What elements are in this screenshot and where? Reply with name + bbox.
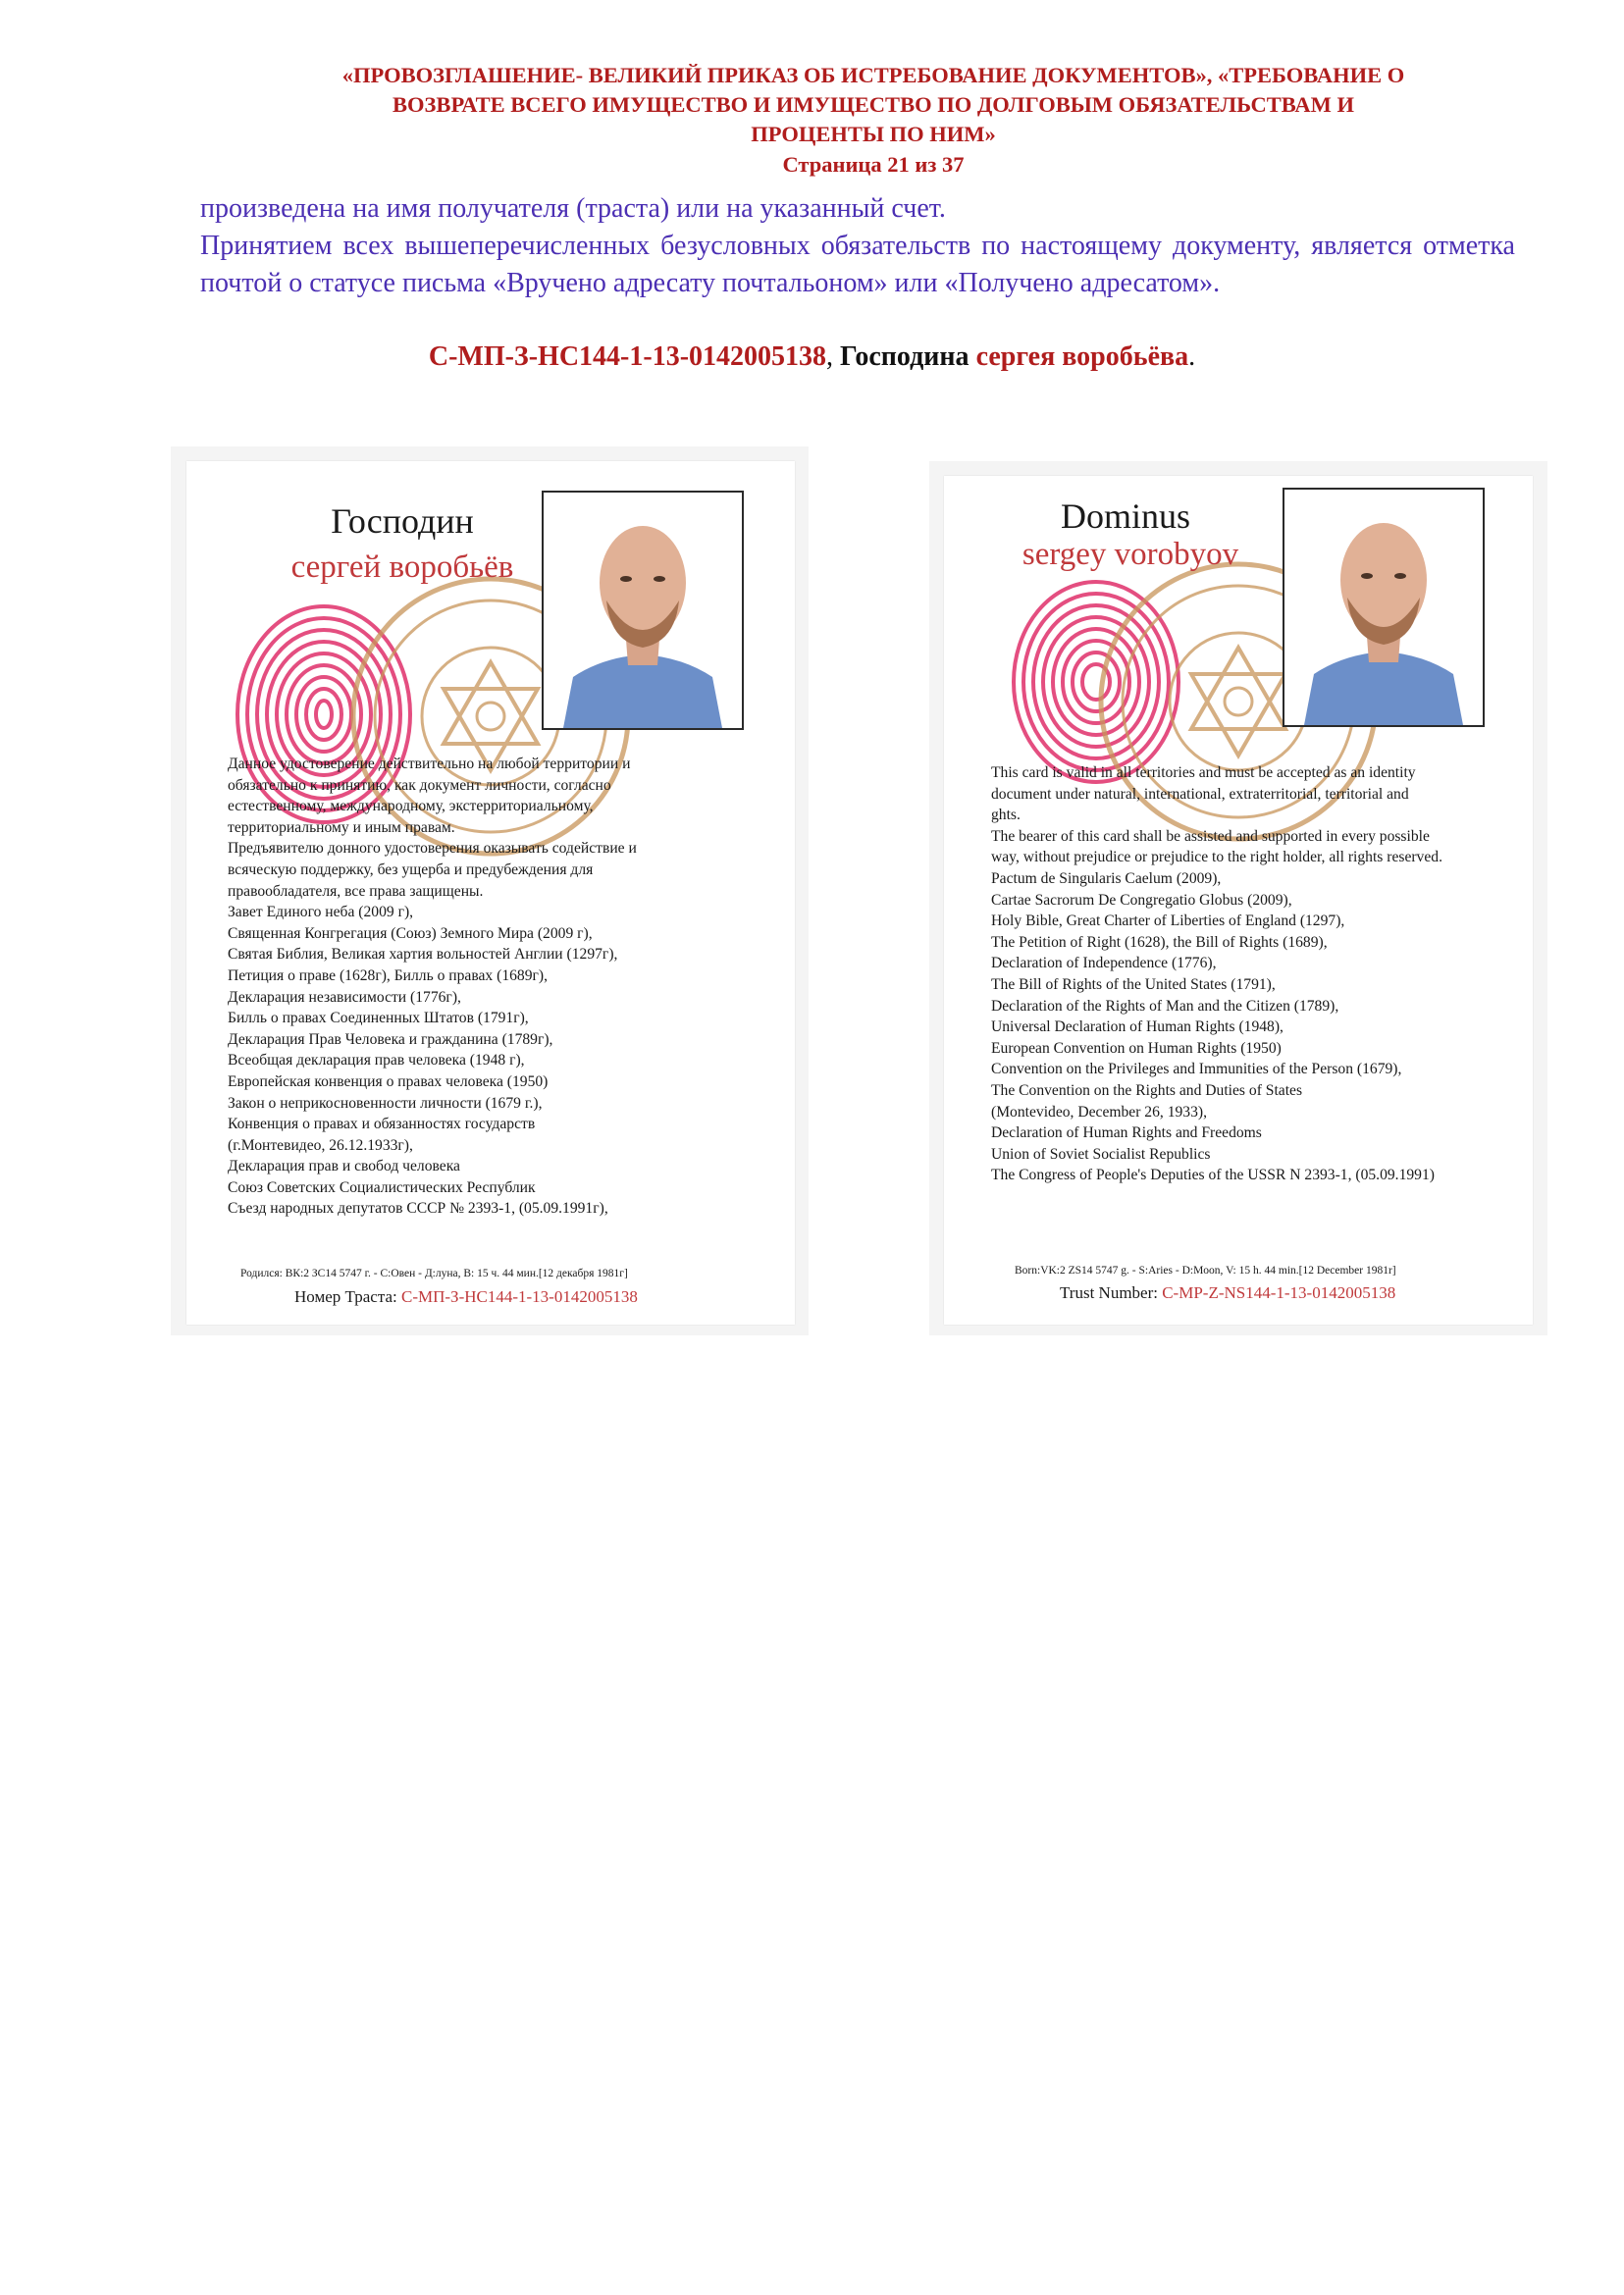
card-en-line: The Congress of People's Deputies of the USSR N 2393-1, (05.09.1991) <box>991 1167 1435 1184</box>
card-en-line: The Petition of Right (1628), the Bill of Rights (1689), <box>991 933 1328 951</box>
header-line-2: ВОЗВРАТЕ ВСЕГО ИМУЩЕСТВО И ИМУЩЕСТВО ПО ДОЛГОВЫМ ОБЯЗАТЕЛЬСТВАМ И <box>393 92 1354 117</box>
card-ru-line: Всеобщая декларация прав человека (1948 г), <box>228 1052 525 1069</box>
card-en-line: European Convention on Human Rights (1950) <box>991 1039 1282 1057</box>
card-ru-name: сергей воробьёв <box>290 549 514 585</box>
card-en-name: sergey vorobyov <box>1022 537 1239 572</box>
card-en-line: (Montevideo, December 26, 1933), <box>991 1103 1207 1121</box>
card-ru-line: Союз Советских Социалистических Республик <box>228 1178 536 1196</box>
signature-trust-number: С-МП-З-НС144-1-13-0142005138 <box>428 341 827 372</box>
body-paragraph-2: Принятием всех вышеперечисленных безусловных обязательств по настоящему документу, является отметка почтой о статусе письма «Вручено адресату почтальоном» или «Получено адресатом». <box>200 231 1515 298</box>
card-ru-photo <box>542 491 744 730</box>
card-ru-born: Родился: ВК:2 ЗС14 5747 г. - С:Овен - Д:луна, В: 15 ч. 44 мин.[12 декабря 1981г] <box>240 1268 628 1279</box>
card-en-text <box>991 762 1526 1186</box>
card-ru-line: территориальному и иным правам. <box>228 818 455 836</box>
card-ru-trust-label: Номер Траста: <box>294 1287 397 1306</box>
card-ru-line: Конвенция о правах и обязанностях государств <box>228 1116 536 1133</box>
person-photo-icon <box>1284 490 1483 725</box>
card-ru-line: Съезд народных депутатов СССР № 2393-1, (05.09.1991г), <box>228 1200 608 1218</box>
card-en-born: Born:VK:2 ZS14 5747 g. - S:Aries - D:Moon, V: 15 h. 44 min.[12 December 1981r] <box>1015 1265 1396 1277</box>
card-en-line: The bearer of this card shall be assisted and supported in every possible <box>991 827 1430 845</box>
signature-name: сергея воробьёва <box>975 341 1189 372</box>
card-en-trust-number: C-MP-Z-NS144-1-13-0142005138 <box>1162 1283 1396 1302</box>
card-ru-line: естественному, международному, экстерриториальному, <box>228 798 594 815</box>
signature-line <box>0 339 1624 376</box>
card-en-line: Cartae Sacrorum De Congregatio Globus (2009), <box>991 891 1292 909</box>
card-en-line: document under natural, international, extraterritorial, territorial and <box>991 785 1409 803</box>
card-ru-title: Господин <box>331 501 474 541</box>
card-ru-line: Закон о неприкосновенности личности (1679 г.), <box>228 1094 543 1112</box>
card-ru-line: всяческую поддержку, без ущерба и предубеждения для <box>228 861 594 878</box>
card-en-line: Pactum de Singularis Caelum (2009), <box>991 869 1222 887</box>
card-ru-line: Святая Библия, Великая хартия вольностей Англии (1297г), <box>228 946 618 964</box>
card-en-line: Declaration of the Rights of Man and the Citizen (1789), <box>991 997 1339 1015</box>
card-en-line: Convention on the Privileges and Immunities of the Person (1679), <box>991 1061 1402 1078</box>
card-ru-line: Билль о правах Соединенных Штатов (1791г), <box>228 1010 529 1027</box>
body-text <box>200 190 1515 302</box>
card-ru-line: Декларация независимости (1776г), <box>228 988 461 1006</box>
card-ru-line: Данное удостоверение действительно на любой территории и <box>228 756 631 772</box>
person-photo-icon <box>544 493 742 728</box>
card-en-photo <box>1283 488 1485 727</box>
card-ru-line: правообладателя, все права защищены. <box>228 882 484 900</box>
card-ru-line: Европейская конвенция о правах человека (1950) <box>228 1072 549 1090</box>
card-ru-line: Священная Конгрегация (Союз) Земного Мира (2009 г), <box>228 924 593 942</box>
card-ru-line: Декларация прав и свобод человека <box>228 1158 460 1175</box>
card-en-trust-label: Trust Number: <box>1060 1283 1158 1302</box>
card-en-title: Dominus <box>1060 496 1190 536</box>
card-ru-trust <box>294 1287 638 1307</box>
signature-comma: , <box>826 341 834 372</box>
signature-title: Господина <box>840 341 969 372</box>
card-en-line: The Convention on the Rights and Duties of States <box>991 1081 1303 1099</box>
card-en <box>944 476 1533 1325</box>
card-en-line: The Bill of Rights of the United States (1791), <box>991 975 1276 993</box>
signature-period: . <box>1188 341 1196 372</box>
card-ru-line: Завет Единого неба (2009 г), <box>228 904 414 921</box>
header-line-3: ПРОЦЕНТЫ ПО НИМ» <box>751 122 996 146</box>
header-line-1: «ПРОВОЗГЛАШЕНИЕ- ВЕЛИКИЙ ПРИКАЗ ОБ ИСТРЕБОВАНИЕ ДОКУМЕНТОВ», «ТРЕБОВАНИЕ О <box>341 63 1405 87</box>
card-ru-line: Предъявителю донного удостоверения оказывать содействие и <box>228 840 637 858</box>
card-ru-text <box>228 754 777 1220</box>
card-en-line: ghts. <box>991 807 1021 824</box>
card-ru-line: Декларация Прав Человека и гражданина (1789г), <box>228 1030 553 1048</box>
card-en-line: Declaration of Human Rights and Freedoms <box>991 1124 1262 1142</box>
card-ru-line: (г.Монтевидео, 26.12.1933г), <box>228 1136 413 1154</box>
card-en-line: Universal Declaration of Human Rights (1948), <box>991 1018 1283 1036</box>
card-en-line: Holy Bible, Great Charter of Liberties of England (1297), <box>991 913 1345 930</box>
page-number: Страница 21 из 37 <box>782 152 965 177</box>
card-en-line: This card is valid in all territories and must be accepted as an identity <box>991 764 1416 781</box>
document-header <box>186 61 1560 180</box>
card-en-line: Declaration of Independence (1776), <box>991 955 1217 972</box>
card-ru-trust-number: С-МП-З-НС144-1-13-0142005138 <box>401 1287 638 1306</box>
card-ru <box>186 461 795 1325</box>
card-ru-line: Петиция о праве (1628г), Билль о правах (1689г), <box>228 966 548 984</box>
card-en-line: way, without prejudice or prejudice to the right holder, all rights reserved. <box>991 849 1442 866</box>
body-paragraph-1: произведена на имя получателя (траста) или на указанный счет. <box>200 193 946 224</box>
card-en-trust <box>1060 1283 1395 1303</box>
card-ru-line: обязательно к принятию, как документ личности, согласно <box>228 776 611 794</box>
card-en-line: Union of Soviet Socialist Republics <box>991 1145 1211 1163</box>
